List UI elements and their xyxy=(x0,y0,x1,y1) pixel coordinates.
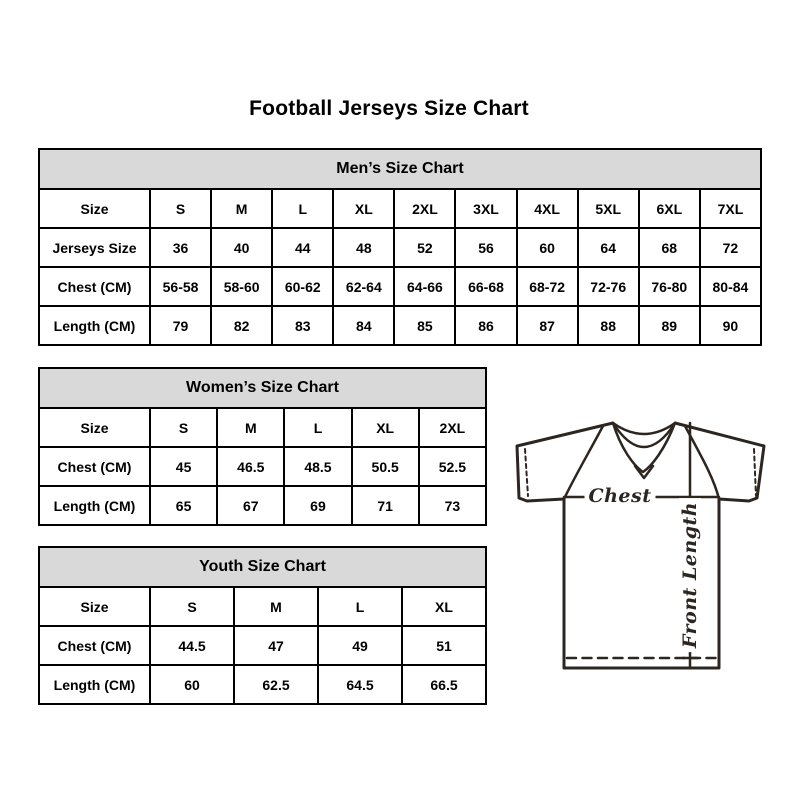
value-cell: 80-84 xyxy=(700,267,761,306)
value-cell: 76-80 xyxy=(639,267,700,306)
value-cell: 56-58 xyxy=(150,267,211,306)
table-title-cell: Men’s Size Chart xyxy=(39,149,761,189)
table-row xyxy=(39,267,761,306)
value-cell: 88 xyxy=(578,306,639,345)
mens-size-table xyxy=(38,148,762,346)
value-cell: 50.5 xyxy=(352,447,419,486)
row-label-cell: Length (CM) xyxy=(39,486,150,525)
chest-label: Chest xyxy=(585,485,656,507)
value-cell: 56 xyxy=(455,228,516,267)
value-cell: 89 xyxy=(639,306,700,345)
value-cell: 66.5 xyxy=(402,665,486,704)
value-cell: 64-66 xyxy=(394,267,455,306)
jersey-outline-svg xyxy=(508,414,772,678)
value-cell: 6XL xyxy=(639,189,700,228)
table-row xyxy=(39,587,486,626)
value-cell: 60-62 xyxy=(272,267,333,306)
jersey-body-outline xyxy=(517,423,764,668)
value-cell: XL xyxy=(402,587,486,626)
value-cell: 73 xyxy=(419,486,486,525)
value-cell: M xyxy=(234,587,318,626)
value-cell: 68-72 xyxy=(517,267,578,306)
value-cell: 5XL xyxy=(578,189,639,228)
table-row xyxy=(39,447,486,486)
page-title: Football Jerseys Size Chart xyxy=(249,97,529,120)
table-row xyxy=(39,486,486,525)
table-title-row xyxy=(39,149,761,189)
row-label-cell: Size xyxy=(39,189,150,228)
value-cell: 60 xyxy=(150,665,234,704)
value-cell: M xyxy=(211,189,272,228)
jersey-diagram xyxy=(508,414,772,678)
value-cell: 86 xyxy=(455,306,516,345)
value-cell: S xyxy=(150,408,217,447)
value-cell: 44.5 xyxy=(150,626,234,665)
value-cell: XL xyxy=(352,408,419,447)
value-cell: M xyxy=(217,408,284,447)
left-cuff-dash-line xyxy=(525,449,528,496)
table-row xyxy=(39,665,486,704)
value-cell: 3XL xyxy=(455,189,516,228)
collar-band-outer-curve xyxy=(613,423,675,434)
value-cell: 2XL xyxy=(419,408,486,447)
value-cell: 49 xyxy=(318,626,402,665)
value-cell: 72-76 xyxy=(578,267,639,306)
row-label-cell: Length (CM) xyxy=(39,306,150,345)
value-cell: 84 xyxy=(333,306,394,345)
value-cell: 65 xyxy=(150,486,217,525)
table-row xyxy=(39,306,761,345)
value-cell: 68 xyxy=(639,228,700,267)
table-row xyxy=(39,626,486,665)
table-title-cell: Women’s Size Chart xyxy=(39,368,486,408)
value-cell: 51 xyxy=(402,626,486,665)
value-cell: 47 xyxy=(234,626,318,665)
value-cell: 7XL xyxy=(700,189,761,228)
row-label-cell: Chest (CM) xyxy=(39,447,150,486)
value-cell: 67 xyxy=(217,486,284,525)
value-cell: 58-60 xyxy=(211,267,272,306)
value-cell: 69 xyxy=(284,486,351,525)
row-label-cell: Chest (CM) xyxy=(39,626,150,665)
row-label-cell: Chest (CM) xyxy=(39,267,150,306)
value-cell: S xyxy=(150,587,234,626)
value-cell: 82 xyxy=(211,306,272,345)
row-label-cell: Size xyxy=(39,587,150,626)
value-cell: S xyxy=(150,189,211,228)
row-label-cell: Size xyxy=(39,408,150,447)
row-label-cell: Length (CM) xyxy=(39,665,150,704)
value-cell: XL xyxy=(333,189,394,228)
table-row xyxy=(39,408,486,447)
value-cell: 72 xyxy=(700,228,761,267)
value-cell: 83 xyxy=(272,306,333,345)
value-cell: 62.5 xyxy=(234,665,318,704)
value-cell: 48.5 xyxy=(284,447,351,486)
value-cell: 90 xyxy=(700,306,761,345)
table-row xyxy=(39,228,761,267)
value-cell: L xyxy=(284,408,351,447)
value-cell: L xyxy=(272,189,333,228)
value-cell: 4XL xyxy=(517,189,578,228)
value-cell: 64.5 xyxy=(318,665,402,704)
value-cell: 2XL xyxy=(394,189,455,228)
youth-size-table xyxy=(38,546,487,705)
table-row xyxy=(39,189,761,228)
value-cell: 87 xyxy=(517,306,578,345)
value-cell: 60 xyxy=(517,228,578,267)
value-cell: 85 xyxy=(394,306,455,345)
value-cell: 64 xyxy=(578,228,639,267)
front-length-label: Front Length xyxy=(679,498,701,652)
value-cell: 79 xyxy=(150,306,211,345)
row-label-cell: Jerseys Size xyxy=(39,228,150,267)
value-cell: 52.5 xyxy=(419,447,486,486)
value-cell: 71 xyxy=(352,486,419,525)
right-cuff-dash-line xyxy=(754,449,756,496)
table-title-row xyxy=(39,368,486,408)
table-title-cell: Youth Size Chart xyxy=(39,547,486,587)
value-cell: 52 xyxy=(394,228,455,267)
value-cell: 44 xyxy=(272,228,333,267)
value-cell: 36 xyxy=(150,228,211,267)
value-cell: 48 xyxy=(333,228,394,267)
value-cell: 46.5 xyxy=(217,447,284,486)
value-cell: 45 xyxy=(150,447,217,486)
womens-size-table xyxy=(38,367,487,526)
value-cell: 62-64 xyxy=(333,267,394,306)
value-cell: L xyxy=(318,587,402,626)
value-cell: 66-68 xyxy=(455,267,516,306)
value-cell: 40 xyxy=(211,228,272,267)
table-title-row xyxy=(39,547,486,587)
